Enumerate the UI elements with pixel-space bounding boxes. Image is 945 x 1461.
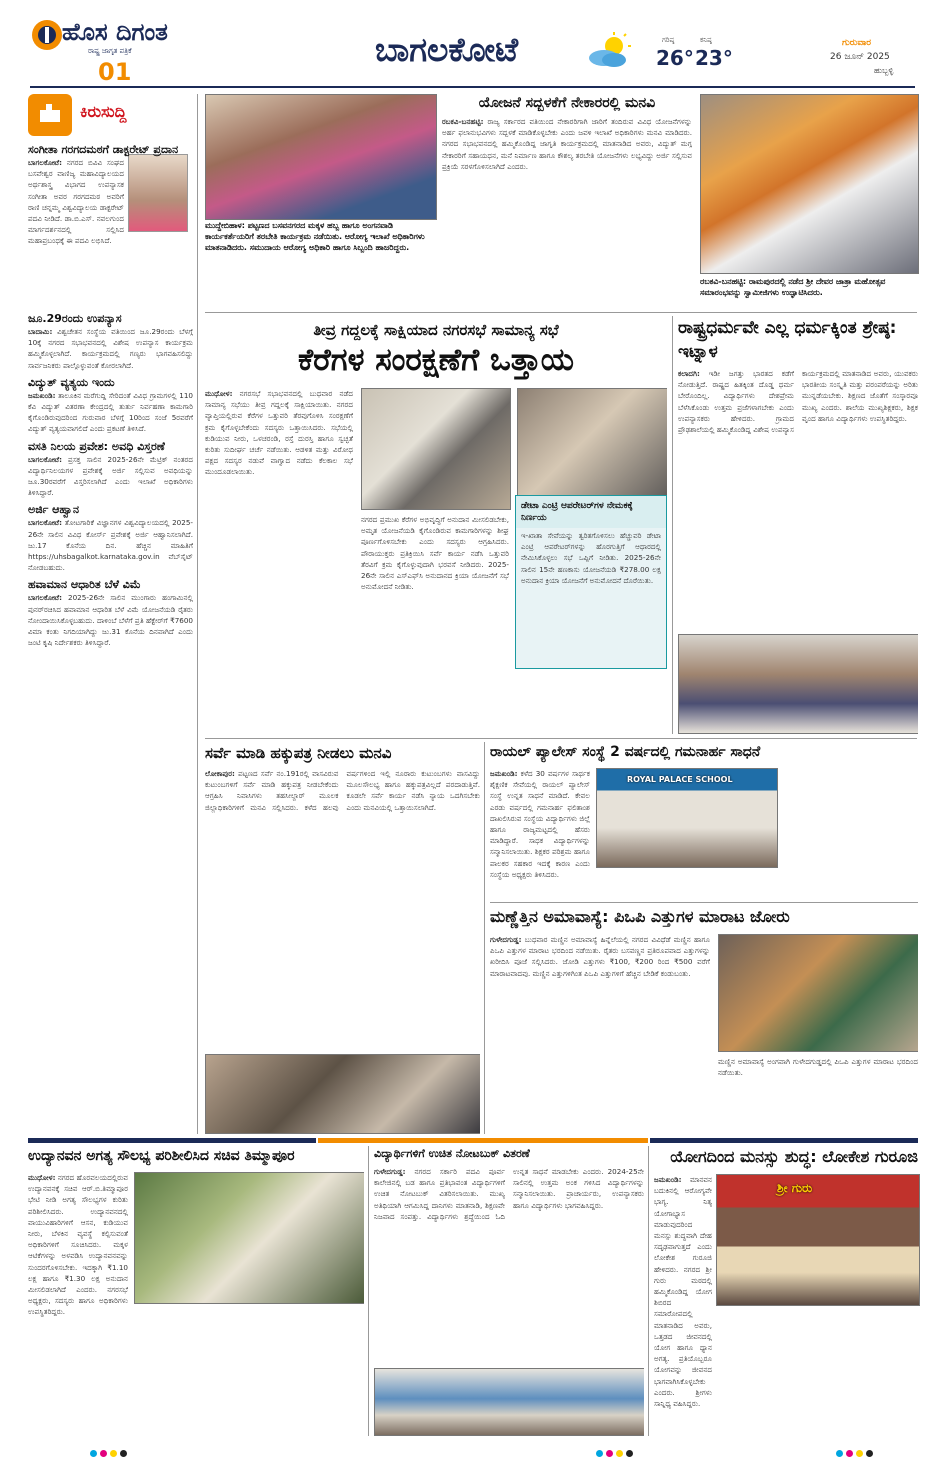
story-amavasya-title: ಮಣ್ಣೆತ್ತಿನ ಅಮಾವಾಸ್ಯೆ: ಪಿಒಪಿ ಎತ್ತುಗಳ ಮಾರಾಟ ಜೋರು: [490, 907, 790, 926]
brief-item: [28, 502, 193, 573]
band-navy: [28, 1138, 316, 1143]
brief-body: [28, 517, 193, 573]
story-lakes-title: ಕೆರೆಗಳ ಸಂರಕ್ಷಣೆಗೆ ಒತ್ತಾಯ: [297, 342, 575, 378]
top-photo-right: [700, 94, 919, 274]
date-label: 26 ಜೂನ್ 2025: [830, 52, 890, 62]
brief-title: ಸಂಗೀತಾ ಗರಗದಮಠಗೆ ಡಾಕ್ಟರೇಟ್ ಪ್ರದಾನ: [28, 143, 179, 156]
brief-title: ಜೂ.29ರಂದು ಉಪನ್ಯಾಸ: [28, 312, 122, 325]
story-amavasya-caption: ಮಣ್ಣಿನ ಅಮಾವಾಸ್ಯೆ ಅಂಗವಾಗಿ ಗುಳೇದಗುಡ್ಡದಲ್ಲಿ ಪಿಒಪಿ ಎತ್ತುಗಳ ಮಾರಾಟ ಭರದಿಂದ ನಡೆಯಿತು.: [718, 1057, 918, 1078]
rule-briefs: [197, 94, 198, 1134]
brief-dateline: ಬಾಗಲಕೋಟೆ:: [28, 593, 63, 603]
brief-body: [28, 326, 193, 371]
story-yoga-photo: [716, 1174, 920, 1306]
brief-body: [28, 390, 193, 435]
footer-color-dots-center: [596, 1442, 636, 1461]
brief-title: ವಸತಿ ನಿಲಯ ಪ್ರವೇಶ: ಅವಧಿ ವಿಸ್ತರಣೆ: [28, 439, 165, 453]
masthead: [0, 0, 945, 90]
day-label: ಗುರುವಾರ: [842, 38, 872, 48]
story-royal-dateline: ಜಮಖಂಡಿ:: [490, 769, 518, 778]
brief-text: 2025-26ನೇ ಸಾಲಿನ ಮುಂಗಾರು ಹಂಗಾಮಿನಲ್ಲಿ ಪುನರ್‌ರಚಿಸಿದ ಹವಾಮಾನ ಆಧಾರಿತ ಬೆಳೆ ವಿಮೆ ಯೋಜನೆಯಡಿ ರೈತರು ನೋಂದಾಯಿಸಿಕೊಳ್ಳಬಹುದು. ದಾಳಿಂಬೆ ಬೆಳೆಗೆ ಪ್ರತಿ ಹೆಕ್ಟೇರ್‌ಗೆ ₹7600 ವಿಮಾ ಕಂತು ನಿಗದಿಯಾಗಿದ್ದು ಜು.31 ಕೊನೆಯ ದಿನವಾಗಿದೆ ಎಂದು ಜಂಟಿ ಕೃಷಿ ನಿರ್ದೇಶಕರು ತಿಳಿಸಿದ್ದಾರೆ.: [28, 593, 193, 648]
footer-color-dots-left: [90, 1442, 130, 1461]
story-garden-col2: [134, 1308, 364, 1436]
story-amavasya-col1: [490, 934, 710, 1134]
city-title: ಬಾಗಲಕೋಟೆ: [375, 30, 519, 69]
story-amavasya-body: ಬುಧವಾರ ಮಣ್ಣಿನ ಅಮಾವಾಸ್ಯೆ ಹಿನ್ನೆಲೆಯಲ್ಲಿ ನಗರದ ವಿವಿಧೆಡೆ ಮಣ್ಣಿನ ಹಾಗೂ ಪಿಒಪಿ ಎತ್ತುಗಳ ಮಾರಾಟ ಭರದಿಂದ ನಡೆಯಿತು. ರೈತರು ಬಸವಣ್ಣನ ಪ್ರತಿರೂಪವಾದ ಎತ್ತುಗಳನ್ನು ಖರೀದಿಸಿ ಪೂಜೆ ಸಲ್ಲಿಸಿದರು. ಜೋಡಿ ಎತ್ತುಗಳು ₹100, ₹200 ರಿಂದ ₹500 ವರೆಗೆ ಮಾರಾಟವಾದವು. ಮಣ್ಣಿನ ಎತ್ತುಗಳಿಗಿಂತ ಪಿಒಪಿ ಎತ್ತುಗಳಿಗೆ ಹೆಚ್ಚಿನ ಬೇಡಿಕೆ ಕಂಡುಬಂತು.: [490, 935, 710, 978]
brief-title: ವಿದ್ಯುತ್ ವ್ಯತ್ಯಯ ಇಂದು: [28, 375, 115, 389]
brief-body: [28, 592, 193, 648]
story-dharma-body: ಇಡೀ ಜಗತ್ತು ಭಾರತದ ಕಡೆಗೆ ನೋಡುತ್ತಿದೆ. ರಾಷ್ಟ್ರದ ಹಿತಕ್ಕಿಂತ ದೊಡ್ಡ ಧರ್ಮ ಬೇರೊಂದಿಲ್ಲ. ವಿದ್ಯಾರ್ಥಿಗಳು ದೇಶಪ್ರೇಮ ಬೆಳೆಸಿಕೊಂಡು ಉತ್ತಮ ಪ್ರಜೆಗಳಾಗಬೇಕು ಎಂದು ಉಪನ್ಯಾಸಕರು ಹೇಳಿದರು. ಗ್ರಾಮದ ಪ್ರೌಢಶಾಲೆಯಲ್ಲಿ ಹಮ್ಮಿಕೊಂಡಿದ್ದ ವಿಶೇಷ ಉಪನ್ಯಾಸ ಕಾರ್ಯಕ್ರಮದಲ್ಲಿ ಮಾತನಾಡಿದ ಅವರು, ಯುವಕರು ಭಾರತೀಯ ಸಂಸ್ಕೃತಿ ಮತ್ತು ಪರಂಪರೆಯನ್ನು ಅರಿತು ಮುನ್ನಡೆಯಬೇಕು. ಶಿಕ್ಷಣದ ಜೊತೆಗೆ ಸಂಸ್ಕಾರವೂ ಮುಖ್ಯ ಎಂದರು. ಶಾಲೆಯ ಮುಖ್ಯಶಿಕ್ಷಕರು, ಶಿಕ್ಷಕ ವೃಂದ ಹಾಗೂ ವಿದ್ಯಾರ್ಥಿಗಳು ಉಪಸ್ಥಿತರಿದ್ದರು.: [678, 369, 918, 435]
story-weavers-title: ಯೋಜನೆ ಸದ್ಬಳಕೆಗೆ ನೇಕಾರರಲ್ಲಿ ಮನವಿ: [478, 95, 656, 111]
brief-text: ವಿಶ್ವಚೇತನ ಸಂಸ್ಥೆಯ ವತಿಯಿಂದ ಜೂ.29ರಂದು ಬೆಳಗ್ಗೆ 10ಕ್ಕೆ ನಗರದ ಸಭಾಭವನದಲ್ಲಿ ವಿಶೇಷ ಉಪನ್ಯಾಸ ಕಾರ್ಯಕ್ರಮ ಹಮ್ಮಿಕೊಳ್ಳಲಾಗಿದೆ. ಕಾರ್ಯಕ್ರಮದಲ್ಲಿ ಗಣ್ಯರು ಭಾಗವಹಿಸಲಿದ್ದು ಸಾರ್ವಜನಿಕರು ಪಾಲ್ಗೊಳ್ಳುವಂತೆ ಕೋರಲಾಗಿದೆ.: [28, 327, 193, 370]
story-survey-body: ಪಟ್ಟಣದ ಸರ್ವೆ ನಂ.191ರಲ್ಲಿ ವಾಸವಿರುವ ಕುಟುಂಬಗಳಿಗೆ ಸರ್ವೆ ಮಾಡಿ ಹಕ್ಕುಪತ್ರ ನೀಡಬೇಕೆಂದು ಆಗ್ರಹಿಸಿ ನಿವಾಸಿಗಳು ತಹಸೀಲ್ದಾರ್ ಮೂಲಕ ಜಿಲ್ಲಾಧಿಕಾರಿಗಳಿಗೆ ಮನವಿ ಸಲ್ಲಿಸಿದರು. ಕಳೆದ ಹಲವು ವರ್ಷಗಳಿಂದ ಇಲ್ಲಿ ನೂರಾರು ಕುಟುಂಬಗಳು ವಾಸವಿದ್ದು ಮೂಲಸೌಲಭ್ಯ ಹಾಗೂ ಹಕ್ಕುಪತ್ರವಿಲ್ಲದೆ ಪರದಾಡುತ್ತಿವೆ. ಕೂಡಲೇ ಸರ್ವೆ ಕಾರ್ಯ ನಡೆಸಿ ನ್ಯಾಯ ಒದಗಿಸಬೇಕು ಎಂದು ಮನವಿಯಲ್ಲಿ ಒತ್ತಾಯಿಸಲಾಗಿದೆ.: [205, 769, 480, 812]
rule-mid2: [205, 738, 917, 739]
info-box: [515, 495, 667, 669]
hand-icon: [28, 94, 72, 136]
story-notebook-title: ವಿದ್ಯಾರ್ಥಿಗಳಿಗೆ ಉಚಿತ ನೋಟಬುಕ್ ವಿತರಣೆ: [374, 1147, 530, 1160]
footer-color-dots-right: [836, 1442, 876, 1461]
brief-body: [28, 454, 193, 499]
story-royal-col1: [490, 768, 590, 898]
brief-item: [28, 142, 193, 307]
story-garden-col1: [28, 1172, 128, 1436]
story-royal-col3: [782, 768, 918, 898]
story-yoga-dateline: ಜಮಖಂಡಿ:: [654, 1175, 682, 1184]
story-garden-title: ಉದ್ಯಾನವನ ಅಗತ್ಯ ಸೌಲಭ್ಯ ಪರಿಶೀಲಿಸಿದ ಸಚಿವ ತಿಮ್ಮಾಪೂರ: [28, 1148, 295, 1164]
story-survey-photo: [205, 1054, 480, 1134]
max-temp: 26°: [656, 46, 694, 70]
rule-top: [205, 312, 917, 313]
story-garden-body: ನಗರದ ಹೊರವಲಯದಲ್ಲಿರುವ ಉದ್ಯಾನವನಕ್ಕೆ ಸಚಿವ ಆರ್.ಬಿ.ತಿಮ್ಮಾಪೂರ ಭೇಟಿ ನೀಡಿ ಅಗತ್ಯ ಸೌಲಭ್ಯಗಳ ಕುರಿತು ಪರಿಶೀಲಿಸಿದರು. ಉದ್ಯಾನವನದಲ್ಲಿ ವಾಯುವಿಹಾರಿಗಳಿಗೆ ಆಸನ, ಕುಡಿಯುವ ನೀರು, ಬೆಳಕಿನ ವ್ಯವಸ್ಥೆ ಕಲ್ಪಿಸುವಂತೆ ಅಧಿಕಾರಿಗಳಿಗೆ ಸೂಚಿಸಿದರು. ಮಕ್ಕಳ ಆಟಿಕೆಗಳನ್ನು ಅಳವಡಿಸಿ ಉದ್ಯಾನವನವನ್ನು ಸುಂದರಗೊಳಿಸಬೇಕು. ಇದಕ್ಕಾಗಿ ₹1.10 ಲಕ್ಷ ಹಾಗೂ ₹1.30 ಲಕ್ಷ ಅನುದಾನ ಮೀಸಲಿಡಲಾಗಿದೆ ಎಂದರು. ನಗರಸಭೆ ಅಧ್ಯಕ್ಷರು, ಸದಸ್ಯರು ಹಾಗೂ ಅಧಿಕಾರಿಗಳು ಉಪಸ್ಥಿತರಿದ್ದರು.: [28, 1173, 128, 1317]
story-yoga-banner: ಶ್ರೀ ಗುರು: [777, 1181, 813, 1195]
rule-mid3: [484, 742, 485, 1134]
story-amavasya-dateline: ಗುಳೇದಗುಡ್ಡ:: [490, 935, 522, 944]
logo-text: ಹೊಸ ದಿಗಂತ: [62, 18, 168, 46]
story-yoga-title: ಯೋಗದಿಂದ ಮನಸ್ಸು ಶುದ್ಧ: ಲೋಕೇಶ ಗುರೂಜಿ: [670, 1147, 918, 1166]
story-royal: [490, 742, 918, 898]
band-navy-2: [650, 1138, 918, 1143]
story-survey-title: ಸರ್ವೆ ಮಾಡಿ ಹಕ್ಕುಪತ್ರ ನೀಡಲು ಮನವಿ: [205, 744, 392, 762]
weather-icon: [586, 32, 632, 70]
min-temp-label: ಕನಿಷ್ಠ: [700, 36, 712, 44]
brief-title: ಅರ್ಜಿ ಆಹ್ವಾನ: [28, 503, 80, 517]
brief-dateline: ಬಾಗಲಕೋಟೆ:: [28, 454, 63, 464]
story-yoga-col2: [716, 1310, 918, 1436]
top-photo-right-caption: ರಬಕವಿ-ಬನಹಟ್ಟಿ: ರಾಮಪುರದಲ್ಲಿ ನಡೆದ ಶ್ರೀ ದೇವರ ಜಾತ್ರಾ ಮಹೋತ್ಸವ ಸಮಾರಂಭವನ್ನು ಸ್ವಾಮೀಜಿಗಳು ಉದ್ಘಾಟಿಸಿದರು.: [700, 277, 886, 297]
brief-title: ಹವಾಮಾನ ಆಧಾರಿತ ಬೆಳೆ ವಿಮೆ: [28, 578, 141, 592]
edition-label: ಹುಬ್ಬಳ್ಳಿ: [874, 66, 894, 75]
story-lakes-dateline: ಮುಧೋಳ:: [205, 389, 233, 398]
story-royal-photo-label: ROYAL PALACE SCHOOL: [627, 775, 733, 784]
story-garden-photo: [134, 1172, 364, 1304]
brief-dateline: ಬಾಗಲಕೋಟೆ:: [28, 158, 63, 167]
story-amavasya: [490, 906, 918, 1134]
top-photo-left: [205, 94, 437, 220]
story-lakes-photo2: [517, 388, 667, 502]
story-dharma: [678, 316, 918, 734]
brief-text: ತೋಟಗಾರಿಕೆ ವಿಜ್ಞಾನಗಳ ವಿಶ್ವವಿದ್ಯಾಲಯದಲ್ಲಿ 2025-26ನೇ ಸಾಲಿನ ವಿವಿಧ ಕೋರ್ಸ್ ಪ್ರವೇಶಕ್ಕೆ ಅರ್ಜಿ ಆಹ್ವಾನಿಸಲಾಗಿದೆ. ಜು.17 ಕೊನೆಯ ದಿನ. ಹೆಚ್ಚಿನ ಮಾಹಿತಿಗೆ https://uhsbagalkot.karnataka.gov.in ವೆಬ್‌ಸೈಟ್ ನೋಡಬಹುದು.: [28, 518, 193, 573]
story-lakes-body1: ನಗರಸಭೆ ಸಭಾಭವನದಲ್ಲಿ ಬುಧವಾರ ನಡೆದ ಸಾಮಾನ್ಯ ಸಭೆಯು ತೀವ್ರ ಗದ್ದಲಕ್ಕೆ ಸಾಕ್ಷಿಯಾಯಿತು. ನಗರದ ವ್ಯಾಪ್ತಿಯಲ್ಲಿರುವ ಕೆರೆಗಳ ಒತ್ತುವರಿ ತೆರವುಗೊಳಿಸಿ ಸಂರಕ್ಷಣೆಗೆ ಕ್ರಮ ಕೈಗೊಳ್ಳಬೇಕೆಂದು ಸದಸ್ಯರು ಒತ್ತಾಯಿಸಿದರು. ಸಭೆಯಲ್ಲಿ ಕುಡಿಯುವ ನೀರು, ಒಳಚರಂಡಿ, ರಸ್ತೆ ದುರಸ್ತಿ ಹಾಗೂ ಸ್ವಚ್ಛತೆ ಕುರಿತು ಸುದೀರ್ಘ ಚರ್ಚೆ ನಡೆಯಿತು. ಆಡಳಿತ ಮತ್ತು ವಿರೋಧ ಪಕ್ಷದ ಸದಸ್ಯರ ನಡುವೆ ವಾಗ್ವಾದ ನಡೆದು ಕೆಲಕಾಲ ಸಭೆ ಮುಂದೂಡಲಾಯಿತು.: [205, 389, 353, 477]
brief-item: [28, 439, 193, 499]
story-garden: [28, 1146, 364, 1436]
story-lakes-col2: ನಗರದ ಪ್ರಮುಖ ಕೆರೆಗಳ ಅಭಿವೃದ್ಧಿಗೆ ಅನುದಾನ ಮೀಸಲಿಡಬೇಕು, ಅಮೃತ ಯೋಜನೆಯಡಿ ಕೈಗೊಂಡಿರುವ ಕಾಮಗಾರಿಗಳನ್ನು ಶೀಘ್ರ ಪೂರ್ಣಗೊಳಿಸಬೇಕು ಎಂದು ಸದಸ್ಯರು ಆಗ್ರಹಿಸಿದರು. ಪೌರಾಯುಕ್ತರು ಪ್ರತಿಕ್ರಿಯಿಸಿ ಸರ್ವೆ ಕಾರ್ಯ ನಡೆಸಿ ಒತ್ತುವರಿ ತೆರವಿಗೆ ಕ್ರಮ ಕೈಗೊಳ್ಳುವುದಾಗಿ ಭರವಸೆ ನೀಡಿದರು. 2025-26ನೇ ಸಾಲಿನ ಎಸ್‌ಎಫ್‌ಸಿ ಅನುದಾನದ ಕ್ರಿಯಾ ಯೋಜನೆಗೆ ಸಭೆ ಅನುಮೋದನೆ ನೀಡಿತು.: [361, 515, 509, 592]
band-orange: [318, 1138, 648, 1143]
story-garden-dateline: ಮುಧೋಳ:: [28, 1173, 56, 1182]
story-lakes-photo: [361, 388, 511, 510]
masthead-rule: [30, 86, 915, 88]
brief-text: ಪ್ರಸಕ್ತ ಸಾಲಿನ 2025-26ನೇ ಮೆಟ್ರಿಕ್ ನಂತರದ ವಿದ್ಯಾರ್ಥಿನಿಲಯಗಳ ಪ್ರವೇಶಕ್ಕೆ ಅರ್ಜಿ ಸಲ್ಲಿಸುವ ಅವಧಿಯನ್ನು ಜೂ.30ರವರೆಗೆ ವಿಸ್ತರಿಸಲಾಗಿದೆ ಎಂದು ಇಲಾಖೆ ಅಧಿಕಾರಿಗಳು ತಿಳಿಸಿದ್ದಾರೆ.: [28, 454, 193, 498]
rule-bottom1: [368, 1146, 369, 1436]
story-dharma-dateline: ಕಲಾದಗಿ:: [678, 369, 700, 378]
story-royal-photo: [596, 768, 778, 868]
story-amavasya-photo: [718, 934, 918, 1052]
brief-body: [28, 157, 124, 307]
brief-text: ನಗರದ ಬಿವಿವಿ ಸಂಘದ ಬಸವೇಶ್ವರ ವಾಣಿಜ್ಯ ಮಹಾವಿದ್ಯಾಲಯದ ಅರ್ಥಶಾಸ್ತ್ರ ವಿಭಾಗದ ಉಪನ್ಯಾಸಕ ಸಂಗೀತಾ ಅವರ ಗರಗದಮಠ ಅವರಿಗೆ ರಾಣಿ ಚನ್ನಮ್ಮ ವಿಶ್ವವಿದ್ಯಾಲಯ ಡಾಕ್ಟರೇಟ್ ಪದವಿ ನೀಡಿದೆ. ಡಾ.ಬಿ.ಎಸ್. ನವಲಗುಂದ ಮಾರ್ಗದರ್ಶನದಲ್ಲಿ ಸಲ್ಲಿಸಿದ ಮಹಾಪ್ರಬಂಧಕ್ಕೆ ಈ ಪದವಿ ಲಭಿಸಿದೆ.: [28, 158, 124, 246]
min-temp: 23°: [695, 46, 733, 70]
logo-tagline: ರಾಷ್ಟ್ರ ಜಾಗೃತ ಪತ್ರಿಕೆ: [88, 47, 132, 55]
rule-royal: [490, 902, 918, 903]
max-temp-label: ಗರಿಷ್ಠ: [662, 36, 675, 44]
story-dharma-photo: [678, 634, 918, 734]
brief-item: [28, 375, 193, 435]
brief-dateline: ಬಾದಾಮಿ:: [28, 327, 53, 336]
info-box-title: ಡೇಟಾ ಎಂಟ್ರಿ ಆಪರೇಟರ್‌ಗಳ ನೇಮಕಕ್ಕೆ ನಿರ್ಣಯ: [516, 496, 666, 528]
briefs-header: [28, 94, 193, 138]
info-box-body: ಇ-ಖಾತಾ ಸೇವೆಯನ್ನು ತ್ವರಿತಗೊಳಿಸಲು ಹೆಚ್ಚುವರಿ ಡೇಟಾ ಎಂಟ್ರಿ ಆಪರೇಟರ್‌ಗಳನ್ನು ಹೊರಗುತ್ತಿಗೆ ಆಧಾರದಲ್ಲಿ ನೇಮಿಸಿಕೊಳ್ಳಲು ಸಭೆ ಒಪ್ಪಿಗೆ ನೀಡಿತು. 2025-26ನೇ ಸಾಲಿನ 15ನೇ ಹಣಕಾಸು ಯೋಜನೆಯಡಿ ₹278.00 ಲಕ್ಷ ಅನುದಾನ ಕ್ರಿಯಾ ಯೋಜನೆಗೆ ಅನುಮೋದನೆ ದೊರೆಯಿತು.: [521, 531, 661, 585]
story-royal-body: ಕಳೆದ 30 ವರ್ಷಗಳ ಸಾರ್ಥಕ ಶೈಕ್ಷಣಿಕ ಸೇವೆಯಲ್ಲಿ ರಾಯಲ್ ಪ್ಯಾಲೇಸ್ ಸಂಸ್ಥೆ ಉನ್ನತ ಸಾಧನೆ ಮಾಡಿದೆ. ಕೇವಲ ಎರಡು ವರ್ಷದಲ್ಲಿ ಗಮನಾರ್ಹ ಫಲಿತಾಂಶ ದಾಖಲಿಸಿರುವ ಸಂಸ್ಥೆಯ ವಿದ್ಯಾರ್ಥಿಗಳು ಜಿಲ್ಲೆ ಹಾಗೂ ರಾಜ್ಯಮಟ್ಟದಲ್ಲಿ ಹೆಸರು ಮಾಡಿದ್ದಾರೆ. ಸಾಧಕ ವಿದ್ಯಾರ್ಥಿಗಳನ್ನು ಸನ್ಮಾನಿಸಲಾಯಿತು. ಶಿಕ್ಷಕರ ಪರಿಶ್ರಮ ಹಾಗೂ ಪಾಲಕರ ಸಹಕಾರ ಇದಕ್ಕೆ ಕಾರಣ ಎಂದು ಸಂಸ್ಥೆಯ ಅಧ್ಯಕ್ಷರು ತಿಳಿಸಿದರು.: [490, 769, 590, 879]
top-photo-left-caption: ಮುದ್ದೇಬಿಹಾಳ: ಪಟ್ಟಣದ ಬಸವನಗರದ ಮಕ್ಕಳ ಹಬ್ಬ ಹಾಗೂ ಅಂಗನವಾಡಿ ಕಾರ್ಯಕರ್ತೆಯರಿಗೆ ತರಬೇತಿ ಕಾರ್ಯಕ್ರಮ ನಡೆಯಿತು. ಆರೋಗ್ಯ ಇಲಾಖೆ ಅಧಿಕಾರಿಗಳು ಮಾತನಾಡಿದರು. ಸಮುದಾಯ ಆರೋಗ್ಯ ಅಧಿಕಾರಿ ಹಾಗೂ ಸಿಬ್ಬಂದಿ ಹಾಜರಿದ್ದರು.: [205, 221, 425, 252]
story-notebook-dateline: ಗುಳೇದಗುಡ್ಡ:: [374, 1167, 406, 1176]
page-number: 01: [98, 58, 132, 86]
story-weavers-body: ರಾಜ್ಯ ಸರ್ಕಾರದ ವತಿಯಿಂದ ನೇಕಾರರಿಗಾಗಿ ಜಾರಿಗೆ ತಂದಿರುವ ವಿವಿಧ ಯೋಜನೆಗಳನ್ನು ಅರ್ಹ ಫಲಾನುಭವಿಗಳು ಸದ್ಬಳಕೆ ಮಾಡಿಕೊಳ್ಳಬೇಕು ಎಂದು ಜವಳಿ ಇಲಾಖೆ ಅಧಿಕಾರಿಗಳು ಮನವಿ ಮಾಡಿದರು. ನಗರದ ಸಭಾಭವನದಲ್ಲಿ ಹಮ್ಮಿಕೊಂಡಿದ್ದ ಜಾಗೃತಿ ಕಾರ್ಯಕ್ರಮದಲ್ಲಿ ಮಾತನಾಡಿದ ಅವರು, ವಿದ್ಯುತ್ ಮಗ್ಗ ನೇಕಾರರಿಗೆ ಸಹಾಯಧನ, ಮನೆ ನಿರ್ಮಾಣ ಹಾಗೂ ಕೌಶಲ್ಯ ತರಬೇತಿ ಯೋಜನೆಗಳು ಲಭ್ಯವಿದ್ದು ಅರ್ಜಿ ಸಲ್ಲಿಸುವ ಪ್ರಕ್ರಿಯೆ ಸರಳಗೊಳಿಸಲಾಗಿದೆ ಎಂದರು.: [442, 117, 692, 171]
story-yoga-body: ಮಾನವನ ಬದುಕಿನಲ್ಲಿ ಆರೋಗ್ಯವೇ ಭಾಗ್ಯ. ನಿತ್ಯ ಯೋಗಾಭ್ಯಾಸ ಮಾಡುವುದರಿಂದ ಮನಸ್ಸು ಶುದ್ಧವಾಗಿ ದೇಹ ಸದೃಢವಾಗುತ್ತದೆ ಎಂದು ಲೋಕೇಶ ಗುರೂಜಿ ಹೇಳಿದರು. ನಗರದ ಶ್ರೀ ಗುರು ಮಠದಲ್ಲಿ ಹಮ್ಮಿಕೊಂಡಿದ್ದ ಯೋಗ ಶಿಬಿರದ ಸಮಾರೋಪದಲ್ಲಿ ಮಾತನಾಡಿದ ಅವರು, ಒತ್ತಡದ ಜೀವನದಲ್ಲಿ ಯೋಗ ಹಾಗೂ ಧ್ಯಾನ ಅಗತ್ಯ. ಪ್ರತಿಯೊಬ್ಬರೂ ಯೋಗವನ್ನು ಜೀವನದ ಭಾಗವಾಗಿಸಿಕೊಳ್ಳಬೇಕು ಎಂದರು. ಶ್ರೀಗಳು ಸಾನ್ನಿಧ್ಯ ವಹಿಸಿದ್ದರು.: [654, 1175, 712, 1409]
story-dharma-title: ರಾಷ್ಟ್ರಧರ್ಮವೇ ಎಲ್ಲ ಧರ್ಮಕ್ಕಿಂತ ಶ್ರೇಷ್ಠ: ಇಟ್ನಾಳ: [678, 318, 897, 362]
logo-block: [30, 18, 240, 84]
story-lakes-col1: [205, 388, 353, 734]
story-royal-title: ರಾಯಲ್ ಪ್ಯಾಲೇಸ್ ಸಂಸ್ಥೆ 2 ವರ್ಷದಲ್ಲಿ ಗಮನಾರ್ಹ ಸಾಧನೆ: [490, 744, 761, 760]
story-yoga-col1: [654, 1174, 712, 1436]
briefs-column: [28, 94, 193, 1134]
story-survey-dateline: ಲೋಕಾಪುರ:: [205, 769, 235, 778]
briefs-title: ಕಿರುಸುದ್ದಿ: [80, 102, 127, 121]
brief-item: [28, 577, 193, 648]
story-weavers-dateline: ರಬಕವಿ-ಬನಹಟ್ಟಿ:: [442, 117, 484, 126]
briefs-list: [28, 142, 193, 652]
logo-icon: [30, 18, 64, 52]
brief-dateline: ಬಾಗಲಕೋಟೆ:: [28, 518, 63, 528]
rule-mid: [672, 316, 673, 734]
brief-item: [28, 311, 193, 371]
story-weavers: [442, 94, 692, 306]
story-survey: [205, 742, 480, 1134]
brief-text: ತಾಲೂಕಿನ ಮರೆಗುದ್ದಿ ಸೇರಿದಂತೆ ವಿವಿಧ ಗ್ರಾಮಗಳಲ್ಲಿ 110 ಕೆವಿ ವಿದ್ಯುತ್ ವಿತರಣಾ ಕೇಂದ್ರದಲ್ಲಿ ತುರ್ತು ನಿರ್ವಹಣಾ ಕಾಮಗಾರಿ ಕೈಗೊಂಡಿರುವುದರಿಂದ ಗುರುವಾರ ಬೆಳಗ್ಗೆ 10ರಿಂದ ಸಂಜೆ 5ರವರೆಗೆ ವಿದ್ಯುತ್ ವ್ಯತ್ಯಯವಾಗಲಿದೆ ಎಂದು ಪ್ರಕಟಣೆ ತಿಳಿಸಿದೆ.: [28, 390, 193, 434]
brief-dateline: ಜಮಖಂಡಿ:: [28, 390, 56, 400]
story-lakes-kicker: ತೀವ್ರ ಗದ್ದಲಕ್ಕೆ ಸಾಕ್ಷಿಯಾದ ನಗರಸಭೆ ಸಾಮಾನ್ಯ ಸಭೆ: [313, 321, 559, 339]
story-notebook-body: ನಗರದ ಸರ್ಕಾರಿ ಪದವಿ ಪೂರ್ವ ಕಾಲೇಜಿನಲ್ಲಿ ಬಡ ಹಾಗೂ ಪ್ರತಿಭಾವಂತ ವಿದ್ಯಾರ್ಥಿಗಳಿಗೆ ಉಚಿತ ನೋಟಬುಕ್ ವಿತರಿಸಲಾಯಿತು. ಮುಖ್ಯ ಅತಿಥಿಯಾಗಿ ಆಗಮಿಸಿದ್ದ ದಾನಿಗಳು ಮಾತನಾಡಿ, ಶಿಕ್ಷಣವೇ ನಿಜವಾದ ಸಂಪತ್ತು. ವಿದ್ಯಾರ್ಥಿಗಳು ಶ್ರದ್ಧೆಯಿಂದ ಓದಿ ಉನ್ನತ ಸಾಧನೆ ಮಾಡಬೇಕು ಎಂದರು. 2024-25ನೇ ಸಾಲಿನಲ್ಲಿ ಉತ್ತಮ ಅಂಕ ಗಳಿಸಿದ ವಿದ್ಯಾರ್ಥಿಗಳನ್ನು ಸನ್ಮಾನಿಸಲಾಯಿತು. ಪ್ರಾಚಾರ್ಯರು, ಉಪನ್ಯಾಸಕರು ಹಾಗೂ ವಿದ್ಯಾರ್ಥಿಗಳು ಭಾಗವಹಿಸಿದ್ದರು.: [374, 1167, 644, 1221]
